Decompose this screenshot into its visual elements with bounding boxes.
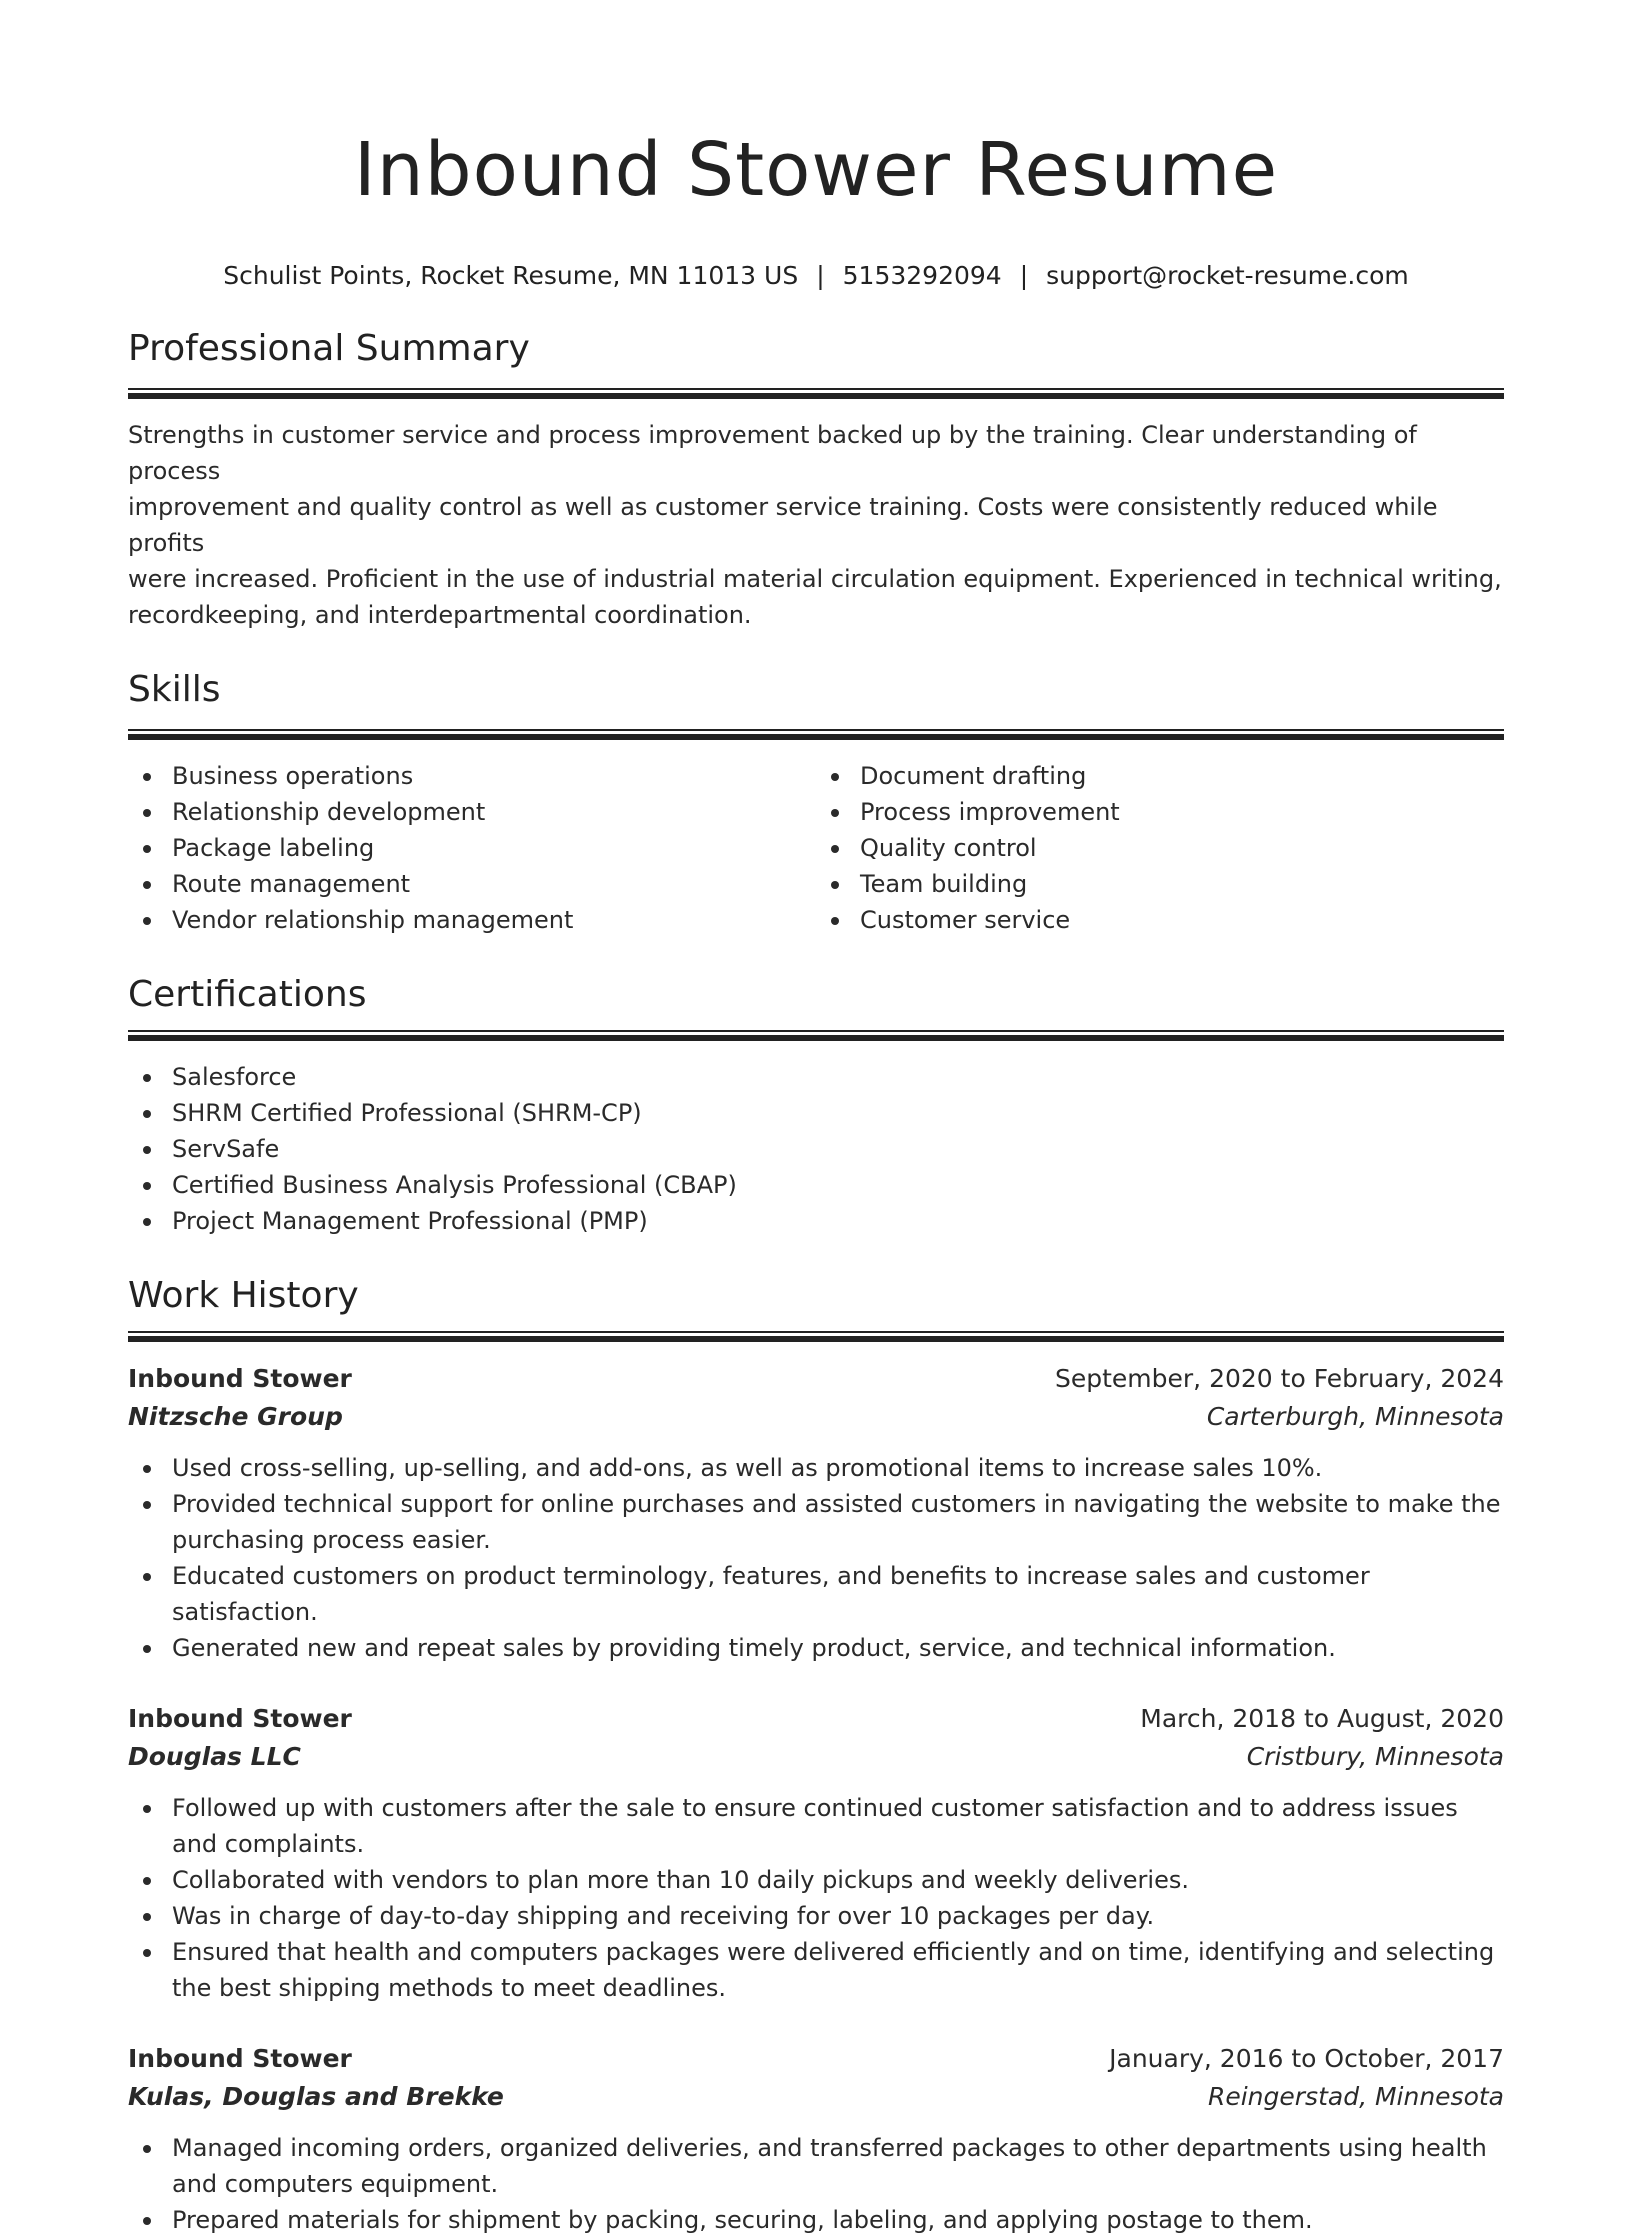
skill-item: Relationship development bbox=[128, 794, 816, 830]
section-heading: Skills bbox=[128, 669, 221, 710]
job-header-row bbox=[128, 1700, 1504, 1738]
skill-item: Process improvement bbox=[816, 794, 1504, 830]
section-divider bbox=[128, 388, 1504, 399]
skills-list bbox=[128, 758, 816, 938]
skill-item: Package labeling bbox=[128, 830, 816, 866]
certification-item: Project Management Professional (PMP) bbox=[128, 1203, 1504, 1239]
work-history-section bbox=[128, 1271, 1504, 2238]
job-dates: September, 2020 to February, 2024 bbox=[1055, 1364, 1504, 1393]
job-company-row bbox=[128, 1738, 1504, 1776]
section-heading: Professional Summary bbox=[128, 328, 530, 369]
job-title: Inbound Stower bbox=[128, 2044, 352, 2073]
job-title: Inbound Stower bbox=[128, 1704, 352, 1733]
job-bullet: Followed up with customers after the sale to ensure continued customer satisfaction and to address issues and complaints. bbox=[128, 1790, 1504, 1862]
job-dates: January, 2016 to October, 2017 bbox=[1109, 2044, 1504, 2073]
job-entry bbox=[128, 1360, 1504, 1666]
certification-item: Salesforce bbox=[128, 1059, 1504, 1095]
skills-section bbox=[128, 665, 1504, 938]
certification-item: Certified Business Analysis Professional (CBAP) bbox=[128, 1167, 1504, 1203]
job-header-row bbox=[128, 1360, 1504, 1398]
skill-item: Vendor relationship management bbox=[128, 902, 816, 938]
job-bullet: Educated customers on product terminology, features, and benefits to increase sales and customer satisfaction. bbox=[128, 1558, 1504, 1630]
summary-paragraph bbox=[128, 417, 1504, 633]
skills-column-right bbox=[816, 758, 1504, 938]
job-bullets bbox=[128, 1790, 1504, 2006]
summary-line: Strengths in customer service and process improvement backed up by the training. Clear understanding of process bbox=[128, 421, 1417, 485]
job-header-row bbox=[128, 2040, 1504, 2078]
certifications-list bbox=[128, 1059, 1504, 1239]
job-bullet: Ensured that health and computers packages were delivered efficiently and on time, identifying and selecting the best shipping methods to meet deadlines. bbox=[128, 1934, 1504, 2006]
job-bullet: Managed incoming orders, organized deliveries, and transferred packages to other departments using health and computers equipment. bbox=[128, 2130, 1504, 2202]
certification-item: SHRM Certified Professional (SHRM-CP) bbox=[128, 1095, 1504, 1131]
job-entry bbox=[128, 1700, 1504, 2006]
summary-line: improvement and quality control as well as customer service training. Costs were consistently reduced while profits bbox=[128, 493, 1438, 557]
skills-list bbox=[816, 758, 1504, 938]
contact-phone: 5153292094 bbox=[842, 261, 1002, 290]
skills-grid bbox=[128, 758, 1504, 938]
job-location: Carterburgh, Minnesota bbox=[1206, 1402, 1504, 1431]
job-title: Inbound Stower bbox=[128, 1364, 352, 1393]
skill-item: Business operations bbox=[128, 758, 816, 794]
summary-line: were increased. Proficient in the use of industrial material circulation equipment. Experienced in technical writing, bbox=[128, 565, 1502, 593]
section-divider bbox=[128, 729, 1504, 740]
job-bullets bbox=[128, 2130, 1504, 2238]
job-dates: March, 2018 to August, 2020 bbox=[1140, 1704, 1504, 1733]
contact-line bbox=[128, 258, 1504, 294]
job-location: Reingerstad, Minnesota bbox=[1207, 2082, 1504, 2111]
contact-separator: | bbox=[1019, 261, 1029, 290]
section-divider bbox=[128, 1331, 1504, 1342]
job-company: Douglas LLC bbox=[128, 1742, 301, 1771]
skill-item: Customer service bbox=[816, 902, 1504, 938]
job-company: Nitzsche Group bbox=[128, 1402, 343, 1431]
certification-item: ServSafe bbox=[128, 1131, 1504, 1167]
job-bullet: Provided technical support for online purchases and assisted customers in navigating the website to make the purchasing process easier. bbox=[128, 1486, 1504, 1558]
summary-section bbox=[128, 324, 1504, 633]
job-company-row bbox=[128, 2078, 1504, 2116]
skill-item: Quality control bbox=[816, 830, 1504, 866]
job-company: Kulas, Douglas and Brekke bbox=[128, 2082, 504, 2111]
section-heading: Certifications bbox=[128, 974, 367, 1015]
job-bullet: Prepared materials for shipment by packing, securing, labeling, and applying postage to them. bbox=[128, 2202, 1504, 2238]
job-location: Cristbury, Minnesota bbox=[1246, 1742, 1504, 1771]
skill-item: Route management bbox=[128, 866, 816, 902]
skill-item: Team building bbox=[816, 866, 1504, 902]
job-company-row bbox=[128, 1398, 1504, 1436]
resume-title: Inbound Stower Resume bbox=[353, 127, 1279, 213]
skill-item: Document drafting bbox=[816, 758, 1504, 794]
job-bullet: Was in charge of day-to-day shipping and receiving for over 10 packages per day. bbox=[128, 1898, 1504, 1934]
job-bullets bbox=[128, 1450, 1504, 1666]
contact-address: Schulist Points, Rocket Resume, MN 11013 US bbox=[223, 261, 799, 290]
summary-line: recordkeeping, and interdepartmental coordination. bbox=[128, 601, 752, 629]
section-divider bbox=[128, 1030, 1504, 1041]
job-bullet: Generated new and repeat sales by providing timely product, service, and technical information. bbox=[128, 1630, 1504, 1666]
certifications-section bbox=[128, 970, 1504, 1239]
contact-email: support@rocket-resume.com bbox=[1046, 261, 1409, 290]
job-bullet: Used cross-selling, up-selling, and add-ons, as well as promotional items to increase sales 10%. bbox=[128, 1450, 1504, 1486]
section-heading: Work History bbox=[128, 1275, 359, 1316]
job-bullet: Collaborated with vendors to plan more than 10 daily pickups and weekly deliveries. bbox=[128, 1862, 1504, 1898]
skills-column-left bbox=[128, 758, 816, 938]
contact-separator: | bbox=[816, 261, 825, 290]
job-entry bbox=[128, 2040, 1504, 2238]
